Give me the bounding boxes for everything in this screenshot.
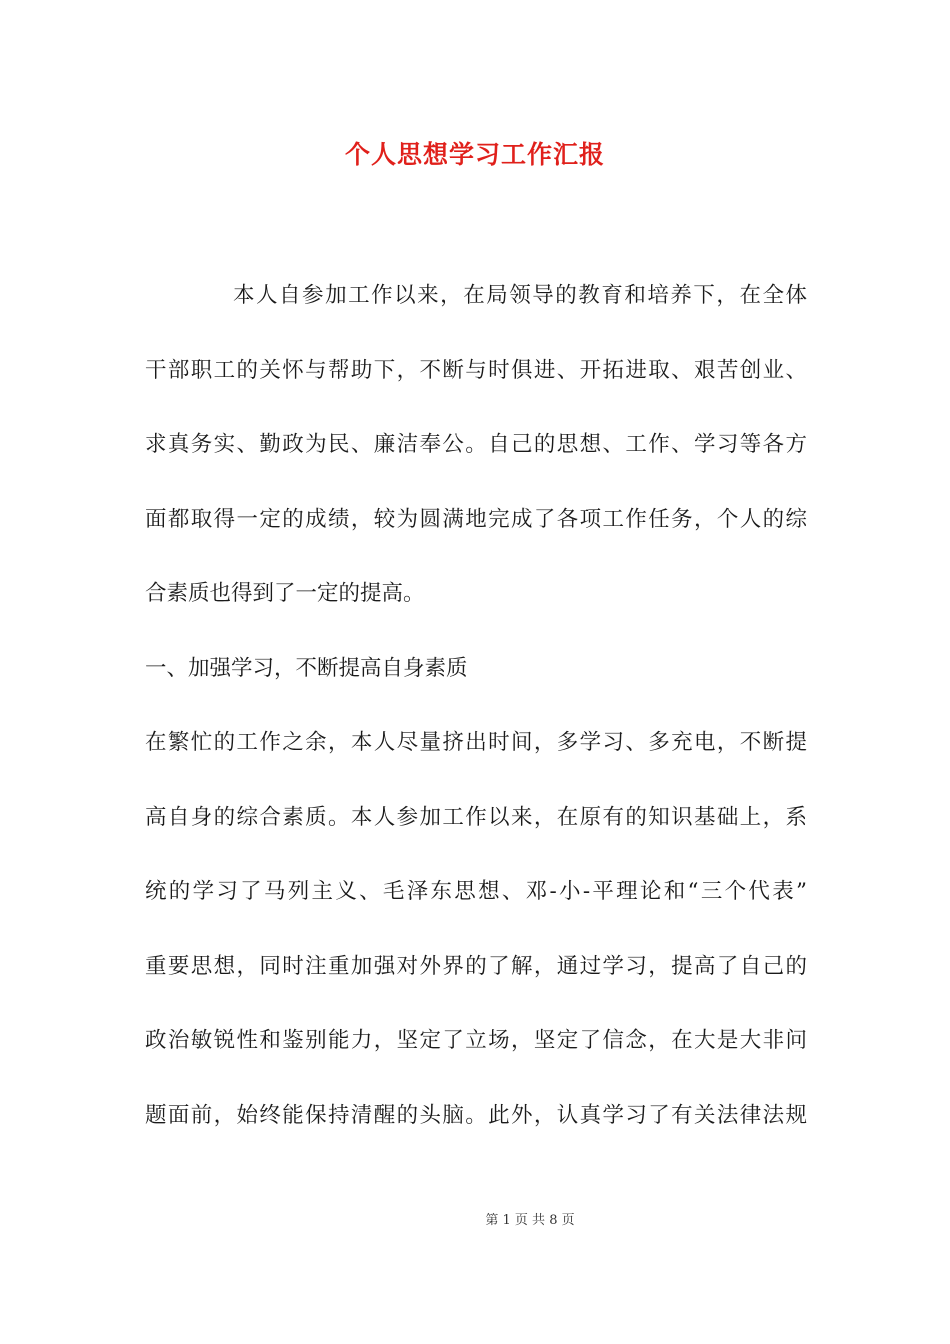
- body-line-4: 面都取得一定的成绩，较为圆满地完成了各项工作任务，个人的综: [145, 506, 807, 532]
- body-line-5: 合素质也得到了一定的提高。: [145, 581, 425, 606]
- section-heading: 一、加强学习，不断提高自身素质: [145, 655, 468, 681]
- document-body: [145, 276, 807, 1170]
- page-number: 第 1 页 共 8 页: [485, 1213, 575, 1228]
- body-line-11: 政治敏锐性和鉴别能力，坚定了立场，坚定了信念，在大是大非问: [145, 1028, 807, 1053]
- body-line-7: 在繁忙的工作之余，本人尽量挤出时间，多学习、多充电，不断提: [145, 730, 807, 755]
- body-line-1: 本人自参加工作以来，在局领导的教育和培养下，在全体: [233, 283, 807, 308]
- document-title: 个人思想学习工作汇报: [344, 140, 605, 169]
- body-line-2: 干部职工的关怀与帮助下，不断与时俱进、开拓进取、艰苦创业、: [145, 357, 807, 383]
- body-line-3: 求真务实、勤政为民、廉洁奉公。自己的思想、工作、学习等各方: [145, 432, 807, 457]
- body-line-9: 统的学习了马列主义、毛泽东思想、邓-小-平理论和“三个代表”: [145, 879, 807, 904]
- body-line-10: 重要思想，同时注重加强对外界的了解，通过学习，提高了自己的: [145, 953, 807, 979]
- body-line-12: 题面前，始终能保持清醒的头脑。此外，认真学习了有关法律法规: [145, 1102, 807, 1128]
- body-line-8: 高自身的综合素质。本人参加工作以来，在原有的知识基础上，系: [145, 804, 807, 830]
